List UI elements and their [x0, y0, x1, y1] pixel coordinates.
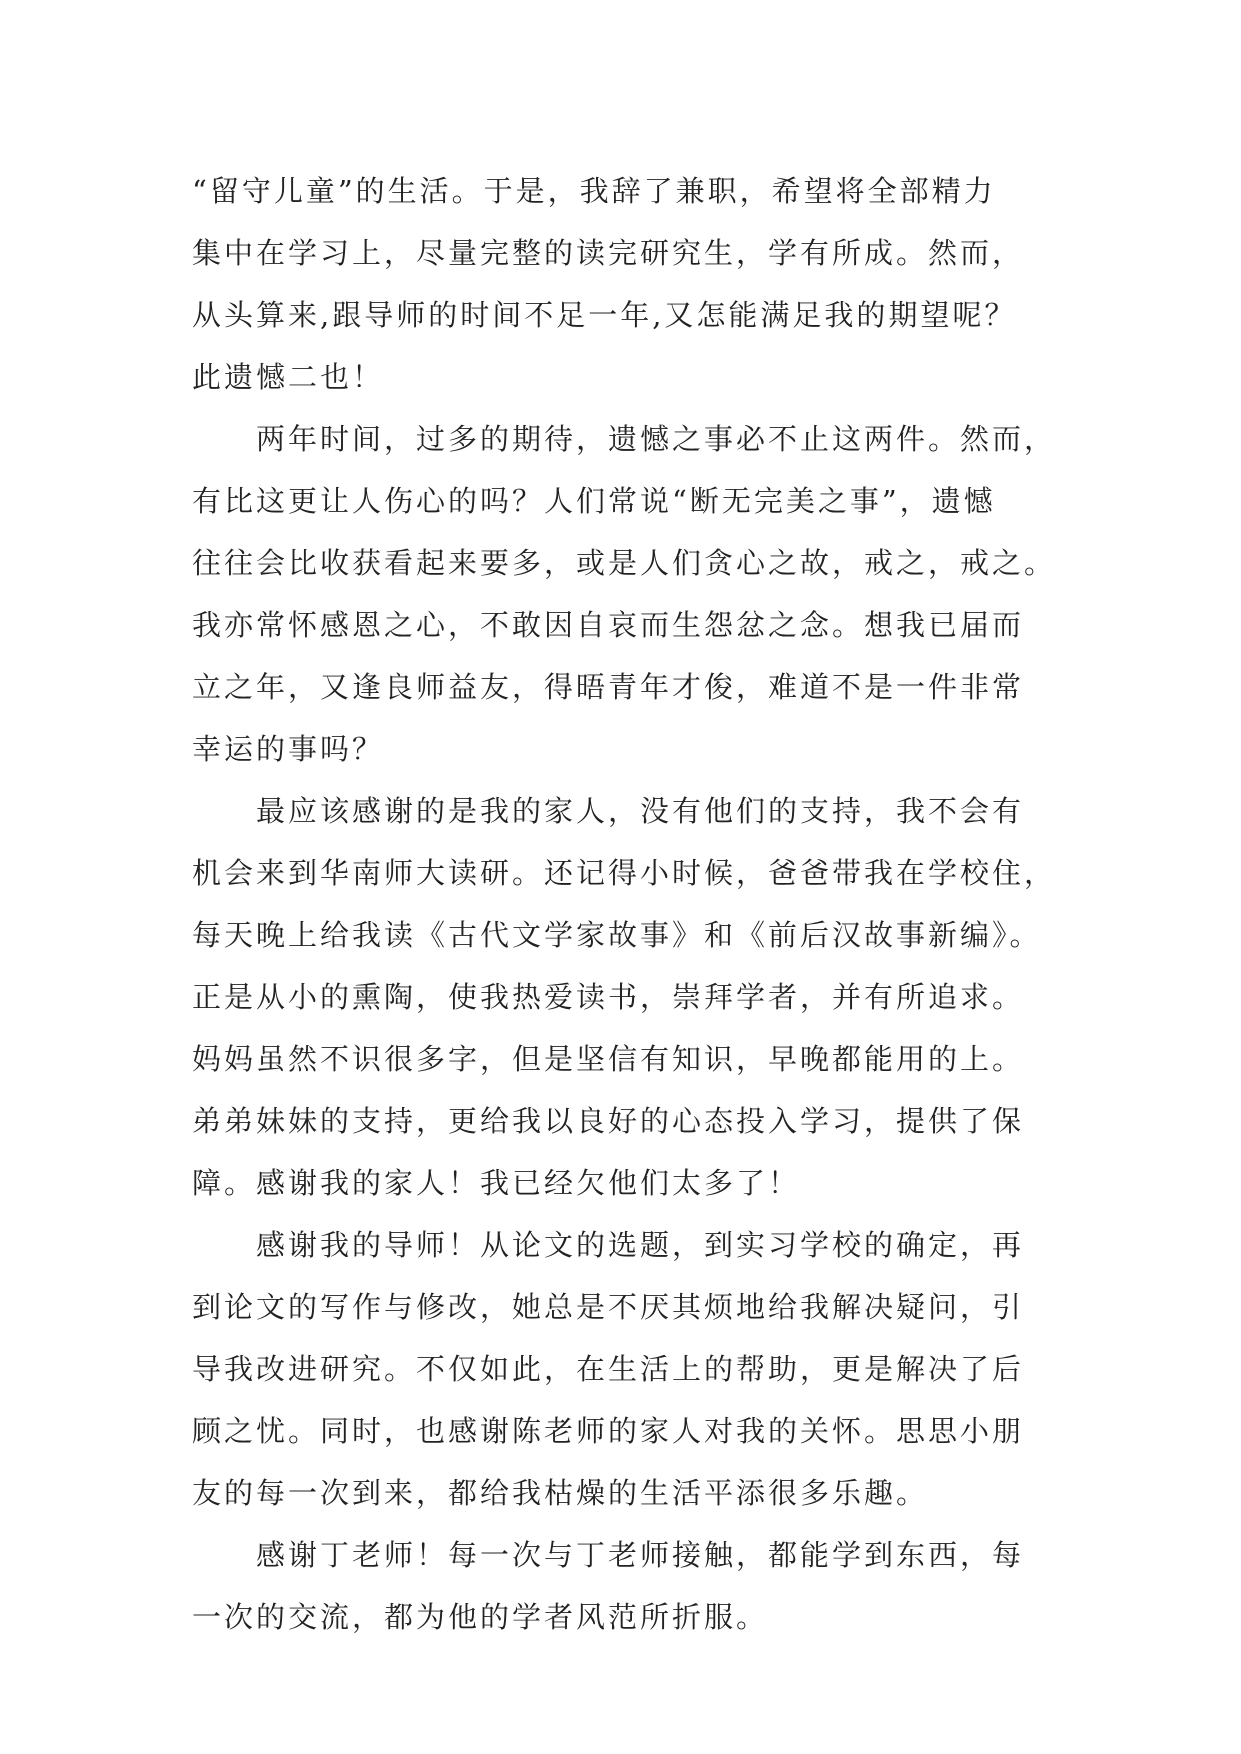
paragraph-5 — [192, 1524, 1052, 1648]
text-line: 感谢我的导师！从论文的选题，到实习学校的确定，再 — [192, 1228, 1025, 1262]
text-line: 我亦常怀感恩之心，不敢因自哀而生怨忿之念。想我已届而 — [192, 608, 1025, 642]
text-line: 此遗憾二也！ — [192, 360, 385, 394]
text-line: 正是从小的熏陶，使我热爱读书，崇拜学者，并有所追求。 — [192, 980, 1025, 1014]
text-line: 往往会比收获看起来要多，或是人们贪心之故，戒之，戒之。 — [192, 546, 1057, 580]
text-line: 最应该感谢的是我的家人，没有他们的支持，我不会有 — [192, 794, 1025, 828]
text-line: 障。感谢我的家人！我已经欠他们太多了！ — [192, 1166, 801, 1200]
text-line: 两年时间，过多的期待，遗憾之事必不止这两件。然而， — [192, 422, 1057, 456]
text-line: 有比这更让人伤心的吗？人们常说“断无完美之事”，遗憾 — [192, 484, 996, 518]
text-line: 到论文的写作与修改，她总是不厌其烦地给我解决疑问，引 — [192, 1290, 1025, 1324]
text-line: 一次的交流，都为他的学者风范所折服。 — [192, 1600, 769, 1634]
text-line: 弟弟妹妹的支持，更给我以良好的心态投入学习，提供了保 — [192, 1104, 1025, 1138]
text-line: 顾之忧。同时，也感谢陈老师的家人对我的关怀。思思小朋 — [192, 1414, 1025, 1448]
paragraph-3 — [192, 780, 1057, 1214]
paragraph-1 — [192, 160, 1052, 408]
paragraph-2 — [192, 408, 1057, 780]
text-line: 每天晚上给我读《古代文学家故事》和《前后汉故事新编》。 — [192, 918, 1042, 952]
text-line: 导我改进研究。不仅如此，在生活上的帮助，更是解决了后 — [192, 1352, 1025, 1386]
text-line: 妈妈虽然不识很多字，但是坚信有知识，早晚都能用的上。 — [192, 1042, 1025, 1076]
text-line: 机会来到华南师大读研。还记得小时候，爸爸带我在学校住， — [192, 856, 1057, 890]
text-line: 立之年，又逢良师益友，得晤青年才俊，难道不是一件非常 — [192, 670, 1025, 704]
text-line: “留守儿童”的生活。于是，我辞了兼职，希望将全部精力 — [192, 174, 996, 208]
text-line: 从头算来,跟导师的时间不足一年,又怎能满足我的期望呢？ — [192, 298, 1017, 332]
text-line: 集中在学习上，尽量完整的读完研究生，学有所成。然而， — [192, 236, 1025, 270]
text-line: 感谢丁老师！每一次与丁老师接触，都能学到东西，每 — [192, 1538, 1025, 1572]
paragraph-4 — [192, 1214, 1052, 1524]
text-line: 友的每一次到来，都给我枯燥的生活平添很多乐趣。 — [192, 1476, 929, 1510]
text-line: 幸运的事吗？ — [192, 732, 385, 766]
body-text — [192, 160, 1057, 1648]
